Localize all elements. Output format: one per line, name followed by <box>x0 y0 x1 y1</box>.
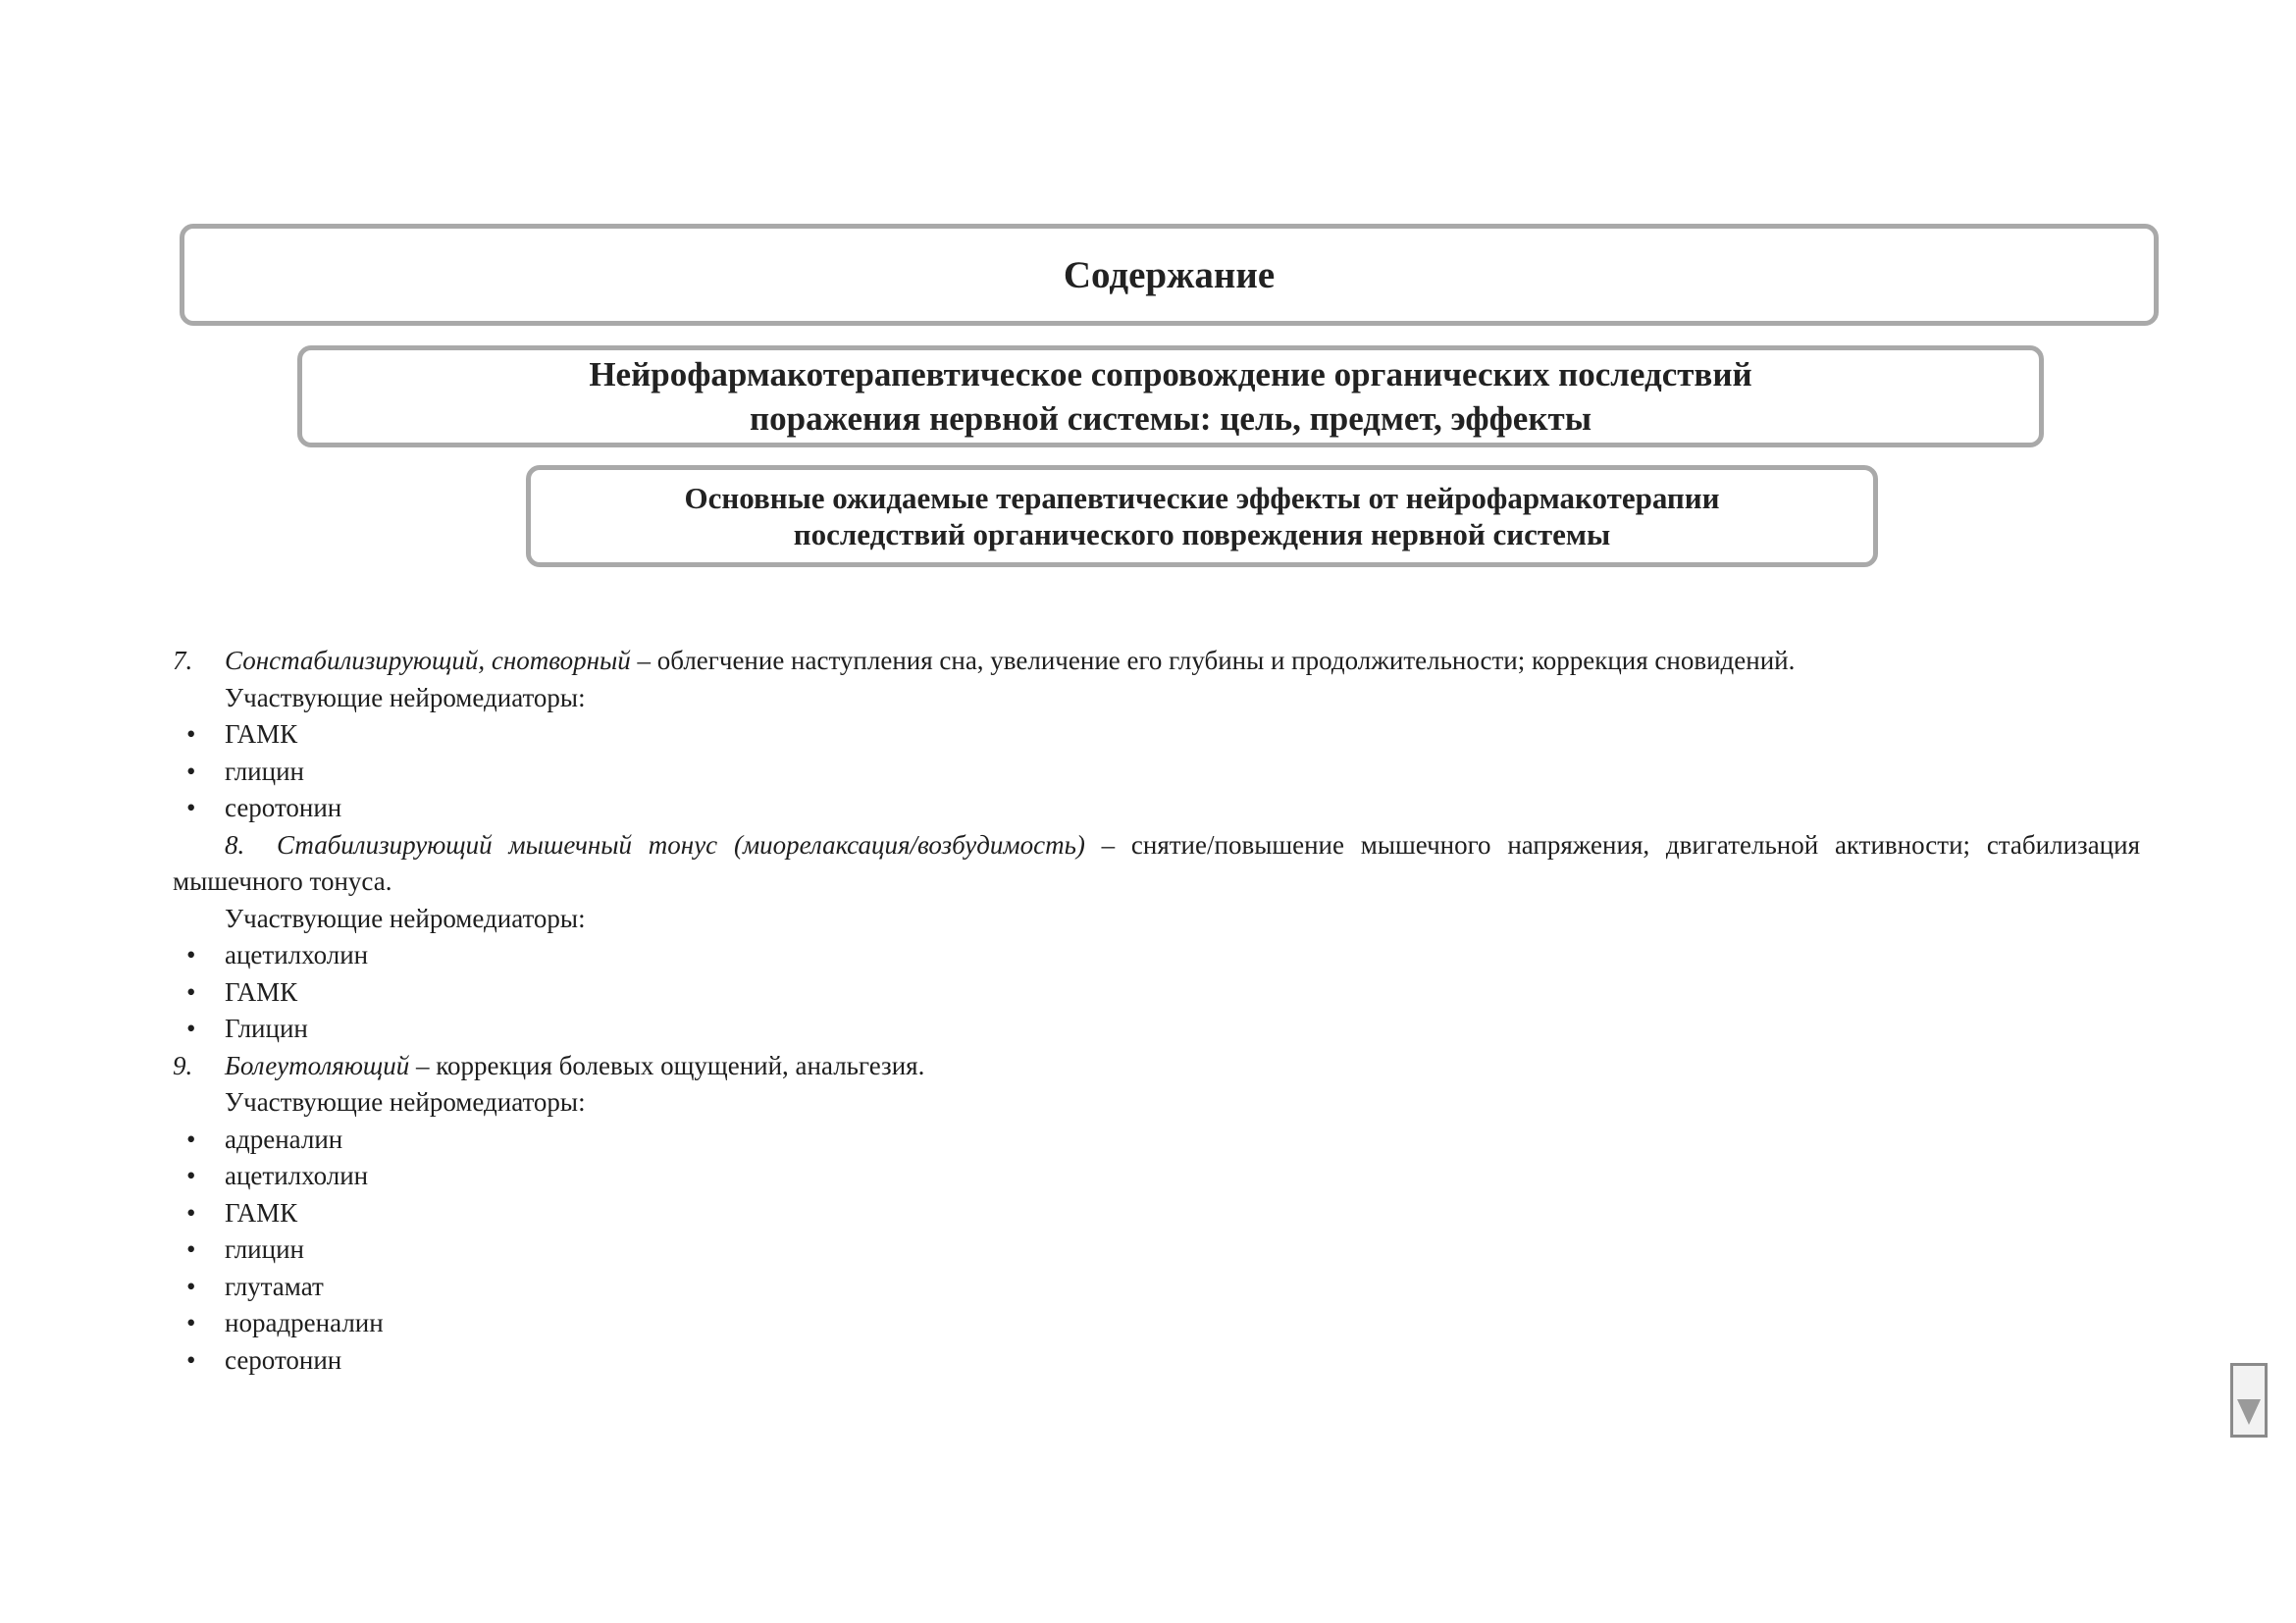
list-item: • адреналин <box>173 1122 2140 1159</box>
list-item: • глицин <box>173 754 2140 791</box>
contents-header <box>180 224 2159 326</box>
section-header <box>297 345 2044 447</box>
list-item: • ГАМК <box>173 974 2140 1012</box>
effect-term: Сонстабилизирующий, снотворный <box>225 646 631 675</box>
subsection-header <box>526 465 1878 567</box>
effects-content <box>173 643 2140 1379</box>
list-item: • ГАМК <box>173 1195 2140 1232</box>
effect-item <box>173 643 2140 680</box>
list-item: • ацетилхолин <box>173 937 2140 974</box>
list-item: • серотонин <box>173 1342 2140 1380</box>
effect-term: Болеутоляющий <box>225 1050 410 1080</box>
triangle-down-icon <box>2235 1397 2263 1427</box>
section-title-line-1: Нейрофармакотерапевтическое сопровождение органических последствий <box>589 355 1752 393</box>
list-item: • глутамат <box>173 1269 2140 1306</box>
contents-title: Содержание <box>1063 253 1276 296</box>
section-title-line-2: поражения нервной системы: цель, предмет, эффекты <box>749 399 1592 438</box>
neuromediators-label: Участвующие нейромедиаторы: <box>225 903 586 933</box>
effect-item <box>173 827 2140 901</box>
subsection-title-line-2: последствий органического повреждения нервной системы <box>793 517 1611 551</box>
list-item: • ГАМК <box>173 716 2140 754</box>
next-page-button[interactable] <box>2230 1363 2268 1438</box>
list-item: • глицин <box>173 1231 2140 1269</box>
list-item: • норадреналин <box>173 1305 2140 1342</box>
list-item: • Глицин <box>173 1011 2140 1048</box>
effect-description: – коррекция болевых ощущений, анальгезия. <box>409 1050 925 1080</box>
subsection-title-line-1: Основные ожидаемые терапевтические эффекты от нейрофармакотерапии <box>684 481 1720 515</box>
neuromediators-label: Участвующие нейромедиаторы: <box>225 1087 586 1117</box>
effect-description: – облегчение наступления сна, увеличение его глубины и продолжительности; коррекция сновидений. <box>630 646 1796 675</box>
list-item: • серотонин <box>173 790 2140 827</box>
effect-term: Стабилизирующий мышечный тонус (миорелаксация/возбудимость) <box>277 829 1085 860</box>
effect-item <box>173 1048 2140 1085</box>
neuromediators-label: Участвующие нейромедиаторы: <box>225 682 586 712</box>
effect-number: 9. <box>173 1050 193 1080</box>
list-item: • ацетилхолин <box>173 1158 2140 1195</box>
effect-number: 7. <box>173 646 193 675</box>
effect-description: – снятие/повышение мышечного напряжения, двигательной активности; стабилизация мышечного тонуса. <box>173 829 2140 896</box>
effect-number: 8. <box>225 829 245 860</box>
